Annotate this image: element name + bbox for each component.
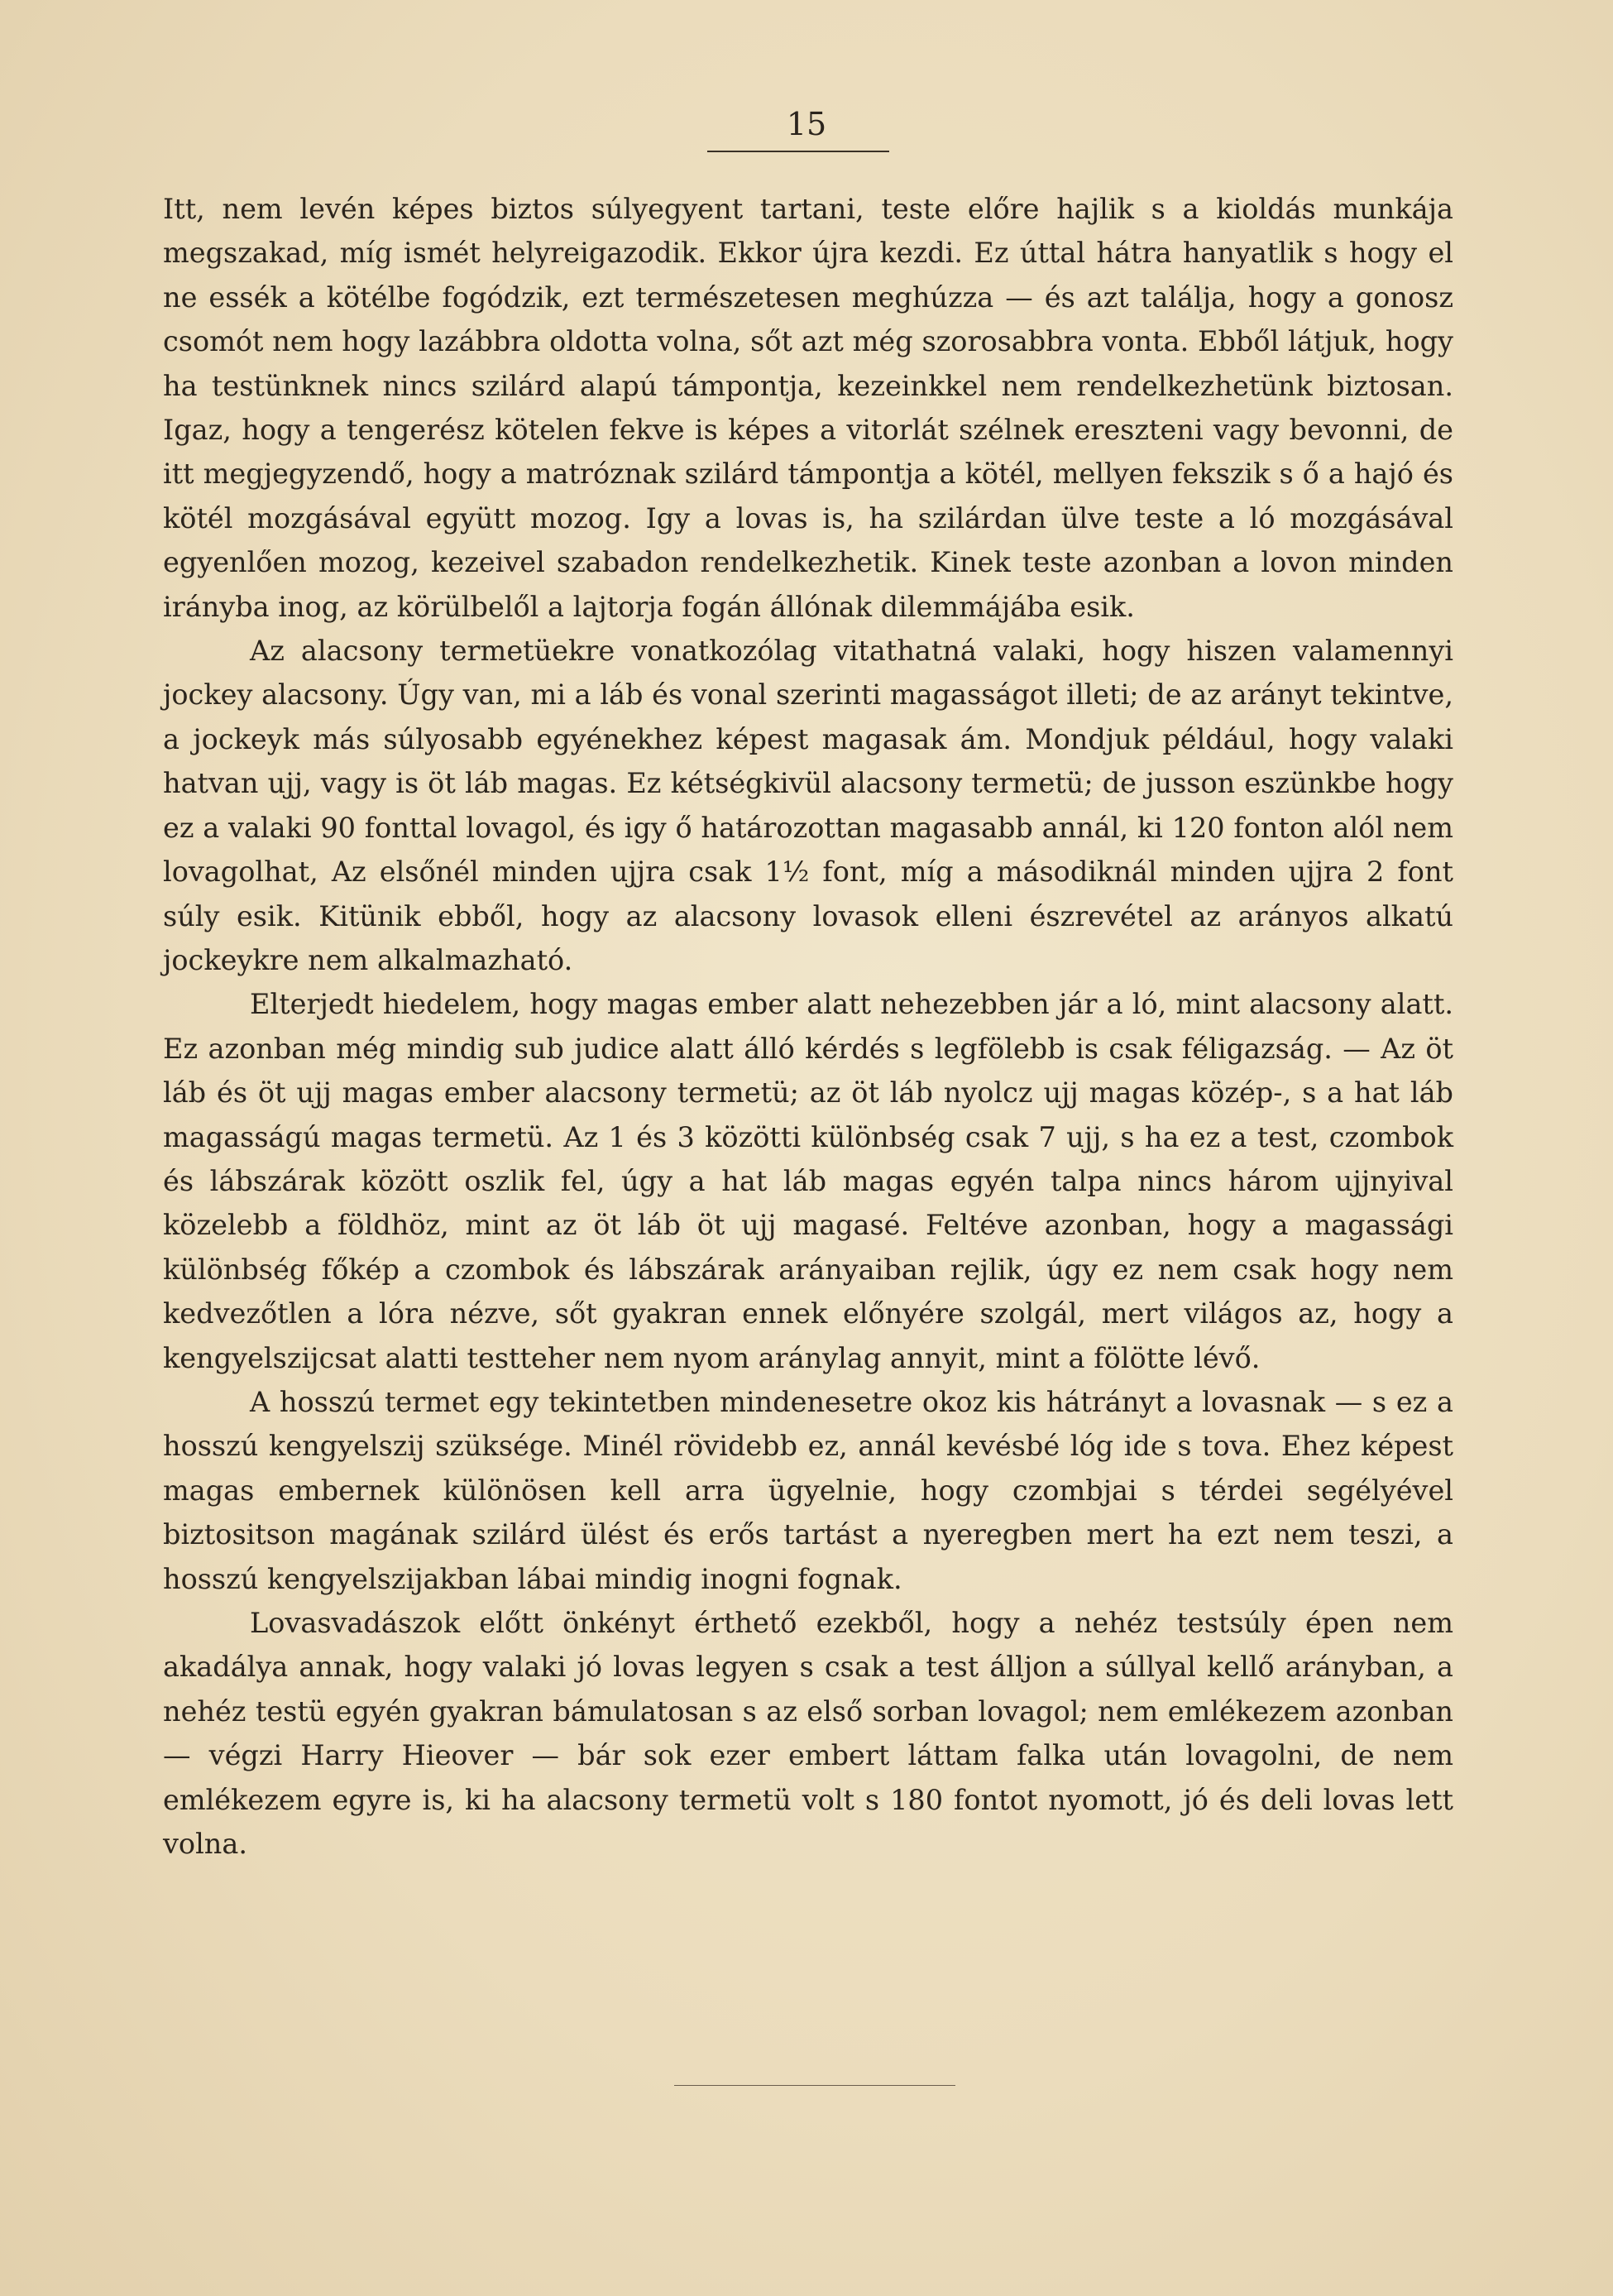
paragraph-5: Lovasvadászok előtt önkényt érthető ezekből, hogy a nehéz testsúly épen nem akadálya annak, hogy valaki jó lovas legyen s csak a test álljon a súllyal kellő arányban, a nehéz testü egyén gyakran bámulatosan s az első sorban lovagol; nem emlékezem azonban — végzi Harry Hieover — bár sok ezer embert láttam falka után lovagolni, de nem emlékezem egyre is, ki ha alacsony termetü volt s 180 fontot nyomott, jó és deli lovas lett volna. (163, 1607, 1453, 1861)
paragraph-1: Itt, nem levén képes biztos súlyegyent tartani, teste előre hajlik s a kioldás munkája megszakad, míg ismét helyreigazodik. Ekkor újra kezdi. Ez úttal hátra hanyatlik s hogy el ne essék a kötélbe fogódzik, ezt természetesen meghúzza — és azt találja, hogy a gonosz csomót nem hogy lazábbra oldotta volna, sőt azt még szorosabbra vonta. Ebből látjuk, hogy ha testünknek nincs szilárd alapú támpontja, kezeinkkel nem rendelkezhetünk biztosan. Igaz, hogy a tengerész kötelen fekve is képes a vitorlát szélnek ereszteni vagy bevonni, de itt megjegyzendő, hogy a matróznak szilárd támpontja a kötél, mellyen fekszik s ő a hajó és kötél mozgásával együtt mozog. Igy a lovas is, ha szilárdan ülve teste a ló mozgásával egyenlően mozog, kezeivel szabadon rendelkezhetik. Kinek teste azonban a lovon minden irányba inog, az körülbelől a lajtorja fogán állónak dilemmájába esik. (163, 193, 1453, 623)
paragraph-3: Elterjedt hiedelem, hogy magas ember alatt nehezebben jár a ló, mint alacsony alatt. Ez azonban még mindig sub judice alatt álló kérdés s legfölebb is csak féligazság. — Az öt láb és öt ujj magas ember alacsony termetü; az öt láb nyolcz ujj magas közép-, s a hat láb magasságú magas termetü. Az 1 és 3 közötti különbség csak 7 ujj, s ha ez a test, czombok és lábszárak között oszlik fel, úgy a hat láb magas egyén talpa nincs három ujjnyival közelebb a földhöz, mint az öt láb öt ujj magasé. Feltéve azonban, hogy a magassági különbség főkép a czombok és lábszárak arányaiban rejlik, úgy ez nem csak hogy nem kedvezőtlen a lóra nézve, sőt gyakran ennek előnyére szolgál, mert világos az, hogy a kengyelszijcsat alatti testteher nem nyom aránylag annyit, mint a fölötte lévő. (163, 988, 1453, 1374)
page-number: 15 (786, 106, 827, 142)
paragraph-4: A hosszú termet egy tekintetben mindenesetre okoz kis hátrányt a lovasnak — s ez a hosszú kengyelszij szüksége. Minél rövidebb ez, annál kevésbé lóg ide s tova. Ehez képest magas embernek különösen kell arra ügyelnie, hogy czombjai s térdei segélyével biztositson magának szilárd ülést és erős tartást a nyeregben mert ha ezt nem teszi, a hosszú kengyelszijakban lábai mindig inogni fognak. (163, 1385, 1453, 1595)
paragraph-2: Az alacsony termetüekre vonatkozólag vitathatná valaki, hogy hiszen valamennyi jockey alacsony. Úgy van, mi a láb és vonal szerinti magasságot illeti; de az arányt tekintve, a jockeyk más súlyosabb egyénekhez képest magasak ám. Mondjuk például, hogy valaki hatvan ujj, vagy is öt láb magas. Ez kétségkivül alacsony termetü; de jusson eszünkbe hogy ez a valaki 90 fonttal lovagol, és igy ő határozottan magasabb annál, ki 120 fonton alól nem lovagolhat, Az elsőnél minden ujjra csak 1½ font, míg a másodiknál minden ujjra 2 font súly esik. Kitünik ebből, hogy az alacsony lovasok elleni észrevétel az arányos alkatú jockeykre nem alkalmazható. (163, 635, 1453, 976)
header-rule (707, 151, 889, 152)
footer-rule (674, 2085, 955, 2086)
body-text (163, 187, 1453, 1866)
